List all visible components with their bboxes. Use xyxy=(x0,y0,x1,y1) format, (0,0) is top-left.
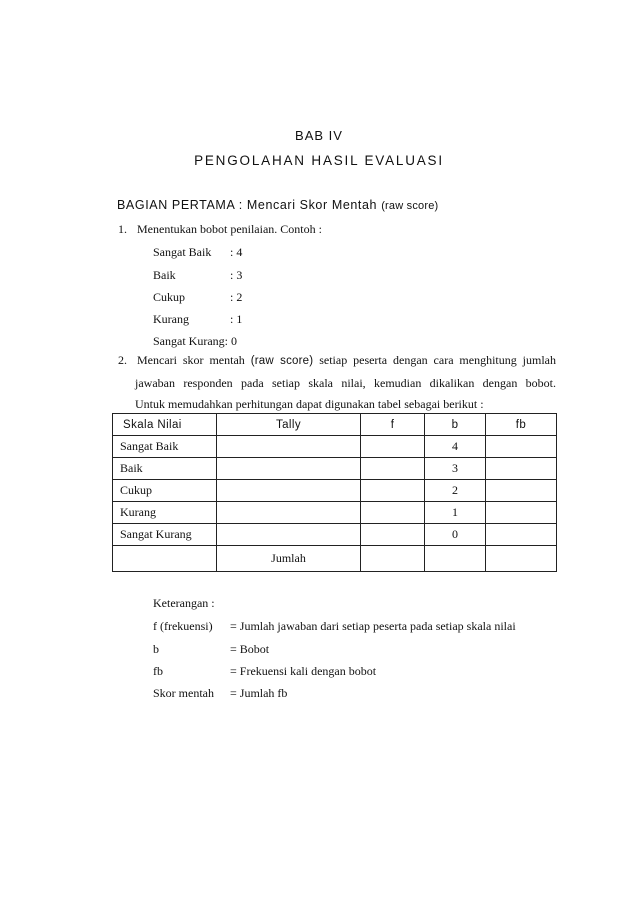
cell-b: 3 xyxy=(425,458,486,480)
step2-line1-a: Mencari skor mentah xyxy=(137,353,245,367)
header-tally: Tally xyxy=(217,414,361,436)
cell-total-b xyxy=(425,546,486,572)
weight-name: Cukup xyxy=(153,290,186,304)
table-row xyxy=(113,480,557,502)
cell-b: 2 xyxy=(425,480,486,502)
header-fb: fb xyxy=(486,414,557,436)
step1-number: 1. xyxy=(118,222,127,236)
weight-value: : 4 xyxy=(230,245,243,259)
cell-empty xyxy=(113,546,217,572)
cell-tally xyxy=(217,458,361,480)
weight-name: Kurang xyxy=(153,312,189,326)
cell-total-fb xyxy=(486,546,557,572)
step1-text: Menentukan bobot penilaian. Contoh : xyxy=(137,222,322,236)
cell-tally xyxy=(217,502,361,524)
cell-b: 0 xyxy=(425,524,486,546)
cell-fb xyxy=(486,480,557,502)
weight-value: : 2 xyxy=(230,290,243,304)
chapter-heading: BAB IV xyxy=(295,128,343,143)
table-row xyxy=(113,458,557,480)
cell-fb xyxy=(486,502,557,524)
table-row xyxy=(113,524,557,546)
cell-f xyxy=(361,502,425,524)
keterangan-value: = Jumlah jawaban dari setiap peserta pada setiap skala nilai xyxy=(230,619,516,633)
step2-line1-b: setiap peserta dengan cara menghitung jumlah xyxy=(319,353,556,367)
keterangan-key: f (frekuensi) xyxy=(153,619,213,633)
header-f: f xyxy=(361,414,425,436)
weight-value: : 3 xyxy=(230,268,243,282)
cell-tally xyxy=(217,436,361,458)
table-total-row xyxy=(113,546,557,572)
step2-line2: jawaban responden pada setiap skala nilai, kemudian dikalikan dengan bobot. xyxy=(135,376,556,390)
cell-tally xyxy=(217,524,361,546)
cell-total-label: Jumlah xyxy=(217,546,361,572)
cell-fb xyxy=(486,458,557,480)
keterangan-key: fb xyxy=(153,664,163,678)
weight-name: Baik xyxy=(153,268,176,282)
cell-skala: Kurang xyxy=(113,502,217,524)
cell-b: 1 xyxy=(425,502,486,524)
cell-total-f xyxy=(361,546,425,572)
cell-f xyxy=(361,480,425,502)
cell-f xyxy=(361,524,425,546)
cell-tally xyxy=(217,480,361,502)
cell-f xyxy=(361,436,425,458)
score-table xyxy=(112,413,557,572)
weight-name: Sangat Kurang: 0 xyxy=(153,334,237,348)
step2-number: 2. xyxy=(118,353,127,367)
cell-fb xyxy=(486,524,557,546)
table-header-row xyxy=(113,414,557,436)
step2-line3: Untuk memudahkan perhitungan dapat digunakan tabel sebagai berikut : xyxy=(135,397,484,411)
table-row xyxy=(113,436,557,458)
step2-raw-score: (raw score) xyxy=(250,355,314,367)
cell-skala: Baik xyxy=(113,458,217,480)
header-b: b xyxy=(425,414,486,436)
table-row xyxy=(113,502,557,524)
section-heading xyxy=(117,198,438,212)
cell-skala: Sangat Kurang xyxy=(113,524,217,546)
cell-skala: Cukup xyxy=(113,480,217,502)
keterangan-key: b xyxy=(153,642,159,656)
weight-name: Sangat Baik xyxy=(153,245,212,259)
cell-b: 4 xyxy=(425,436,486,458)
step2-line1 xyxy=(137,353,556,368)
cell-fb xyxy=(486,436,557,458)
weight-value: : 1 xyxy=(230,312,243,326)
keterangan-value: = Bobot xyxy=(230,642,270,656)
keterangan-key: Skor mentah xyxy=(153,686,214,700)
keterangan-value: = Jumlah fb xyxy=(230,686,288,700)
keterangan-value: = Frekuensi kali dengan bobot xyxy=(230,664,377,678)
cell-f xyxy=(361,458,425,480)
header-skala-nilai: Skala Nilai xyxy=(113,414,217,436)
section-raw-score: (raw score) xyxy=(381,200,439,212)
cell-skala: Sangat Baik xyxy=(113,436,217,458)
keterangan-title: Keterangan : xyxy=(153,596,215,610)
section-label: BAGIAN PERTAMA : Mencari Skor Mentah xyxy=(117,198,378,212)
chapter-title: PENGOLAHAN HASIL EVALUASI xyxy=(194,153,444,168)
